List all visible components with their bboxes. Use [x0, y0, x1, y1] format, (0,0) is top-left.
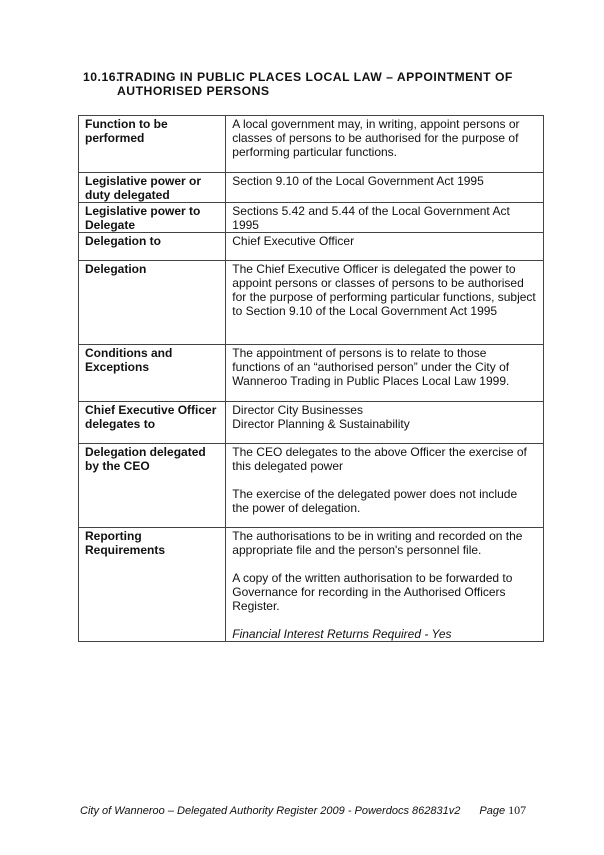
row-label: Reporting Requirements	[79, 528, 226, 642]
row-label: Delegation to	[79, 233, 226, 261]
section-heading	[83, 70, 543, 98]
delegation-table	[78, 115, 544, 642]
row-value: The Chief Executive Officer is delegated the power to appoint persons or classes of persons to be authorised for the purpose of performing particular functions, subject to Section 9.10 of the Local Government Act 1995	[226, 261, 544, 345]
paragraph: The authorisations to be in writing and recorded on the appropriate file and the person's personnel file.	[232, 529, 523, 557]
table-row	[79, 233, 544, 261]
row-label: Function to be performed	[79, 116, 226, 173]
page-footer	[80, 803, 526, 818]
table-row	[79, 345, 544, 402]
page-number: 107	[508, 803, 527, 817]
row-label: Chief Executive Officer delegates to	[79, 402, 226, 444]
footer-text: City of Wanneroo – Delegated Authority Register 2009 - Powerdocs 862831v2	[80, 805, 461, 817]
row-label: Delegation	[79, 261, 226, 345]
paragraph: A copy of the written authorisation to be forwarded to Governance for recording in the Authorised Officers Register.	[232, 571, 513, 613]
section-title-line1: TRADING IN PUBLIC PLACES LOCAL LAW – APPOINTMENT OF	[117, 70, 513, 84]
section-title-line2: AUTHORISED PERSONS	[117, 84, 270, 98]
table-row	[79, 402, 544, 444]
row-value: A local government may, in writing, appoint persons or classes of persons to be authorised for the purpose of performing particular functions.	[226, 116, 544, 173]
row-label: Delegation delegated by the CEO	[79, 444, 226, 528]
table-row	[79, 444, 544, 528]
page-label: Page	[479, 805, 506, 817]
table-row	[79, 261, 544, 345]
paragraph: The exercise of the delegated power does not include the power of delegation.	[232, 487, 518, 515]
row-value: Section 9.10 of the Local Government Act 1995	[226, 173, 544, 203]
row-label: Legislative power or duty delegated	[79, 173, 226, 203]
row-label: Legislative power to Delegate	[79, 203, 226, 233]
table-row	[79, 528, 544, 642]
section-number: 10.16.	[83, 70, 120, 84]
row-value	[226, 402, 544, 444]
row-value	[226, 444, 544, 528]
table-row	[79, 173, 544, 203]
delegate-item: Director Planning & Sustainability	[232, 417, 410, 431]
paragraph: The CEO delegates to the above Officer the exercise of this delegated power	[232, 445, 527, 473]
row-value: Sections 5.42 and 5.44 of the Local Government Act 1995	[226, 203, 544, 233]
row-value: Chief Executive Officer	[226, 233, 544, 261]
table-row	[79, 203, 544, 233]
financial-interest-note: Financial Interest Returns Required - Yes	[232, 627, 452, 641]
row-value	[226, 528, 544, 642]
row-label: Conditions and Exceptions	[79, 345, 226, 402]
table-row	[79, 116, 544, 173]
row-value: The appointment of persons is to relate to those functions of an “authorised person” under the City of Wanneroo Trading in Public Places Local Law 1999.	[226, 345, 544, 402]
delegate-item: Director City Businesses	[232, 403, 363, 417]
